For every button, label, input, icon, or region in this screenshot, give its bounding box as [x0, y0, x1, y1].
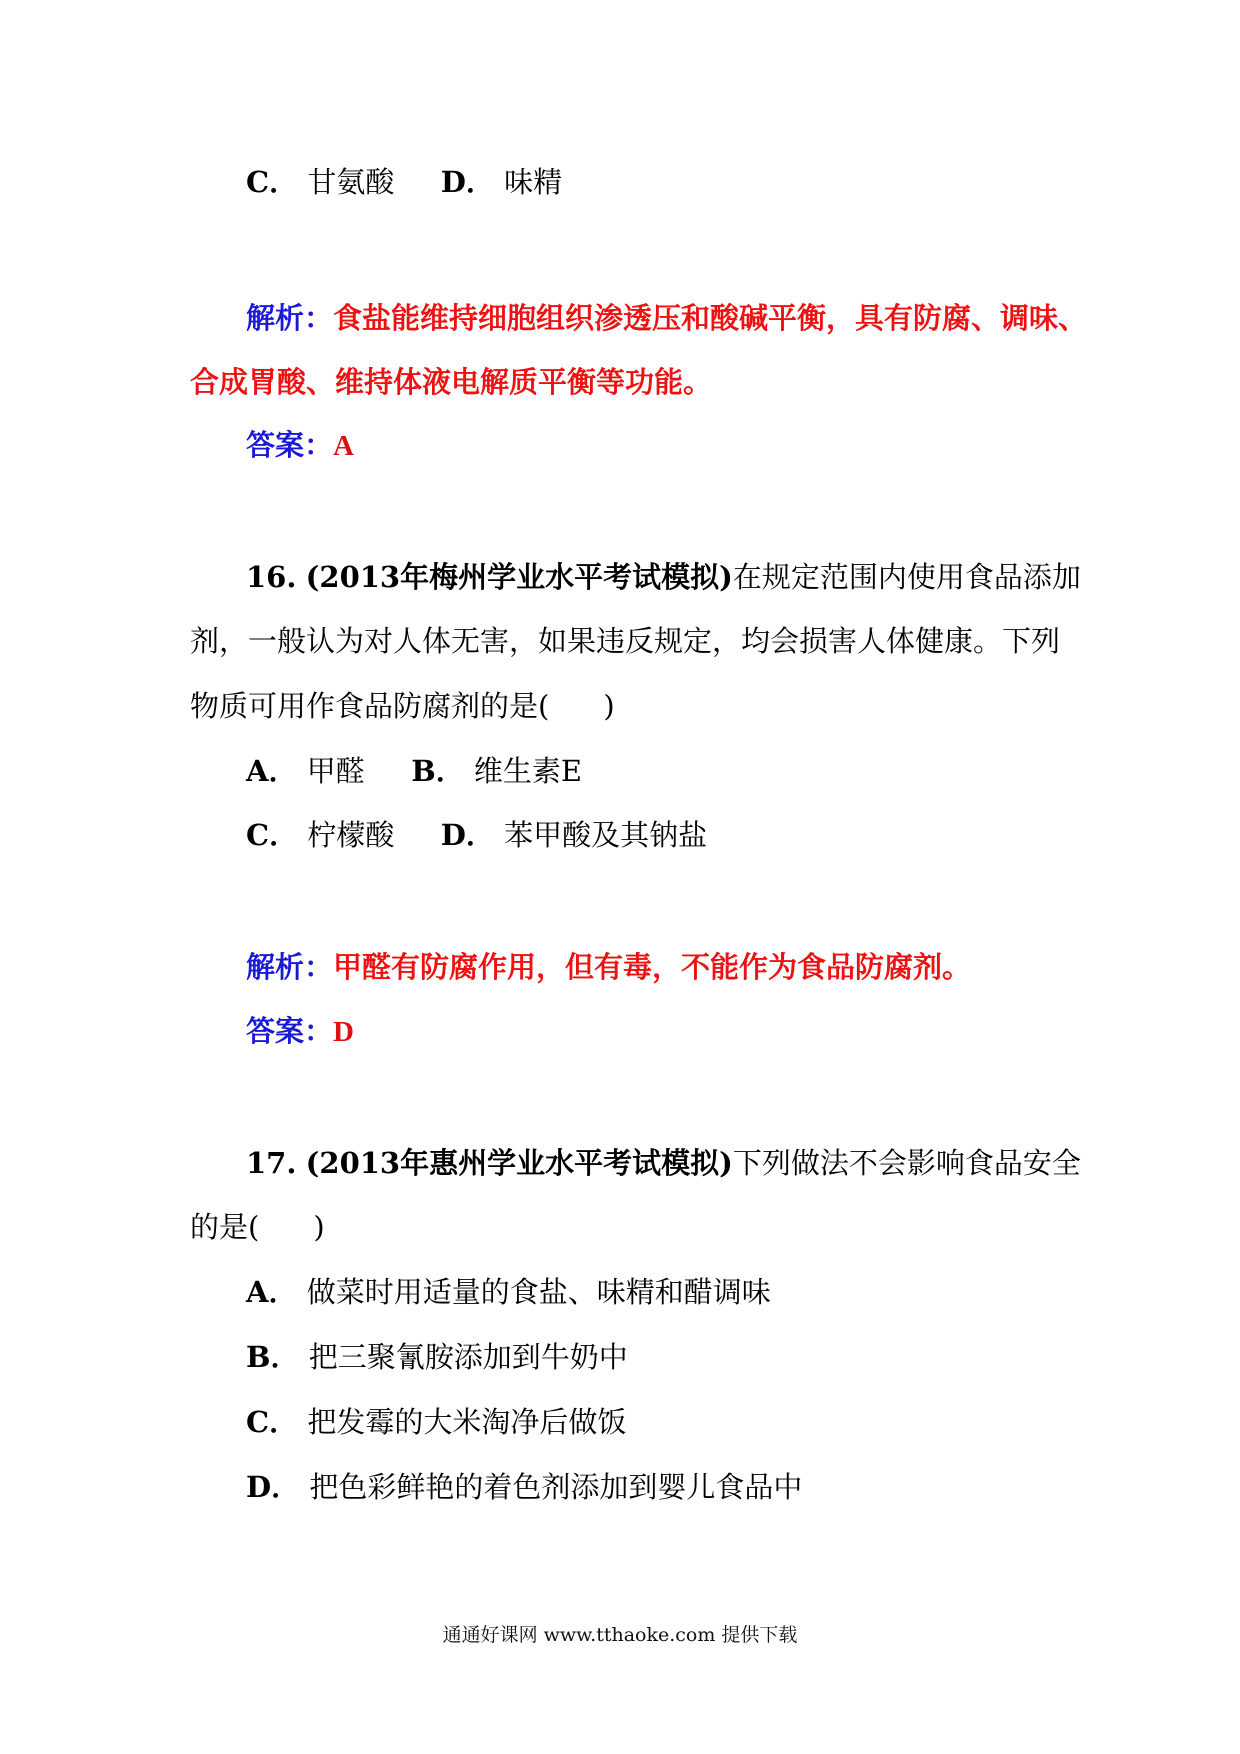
q15-options-cd: [246, 162, 1070, 202]
page-footer: 通通好课网 www.tthaoke.com 提供下载: [442, 1624, 798, 1646]
q16-option-a-label: A．: [246, 754, 298, 788]
q16-analysis-text: 甲醛有防腐作用，但有毒，不能作为食品防腐剂。: [333, 950, 972, 984]
q16-option-a-text: 甲醛: [306, 754, 365, 788]
q16-option-c-label: C．: [246, 818, 299, 852]
q16-stem-line1: [246, 557, 1081, 597]
q15-analysis-text-2: 合成胃酸、维持体液电解质平衡等功能。: [190, 365, 713, 399]
q16-stem-line2: [190, 621, 1070, 661]
q16-stem-line3: [190, 686, 1070, 726]
q17-stem-line2: [190, 1207, 1070, 1247]
q17-option-d-label: D．: [246, 1470, 301, 1504]
q17-stem-text-1: 下列做法不会影响食品安全: [732, 1146, 1081, 1180]
q15-option-c-label: C．: [246, 165, 299, 199]
q16-answer-value: D: [333, 1016, 354, 1048]
q16-analysis: [246, 947, 1070, 987]
q16-analysis-label: 解析：: [246, 950, 334, 984]
q15-option-c-text: 甘氨酸: [307, 165, 395, 199]
q17-option-a-label: A．: [246, 1275, 298, 1309]
q15-answer: [246, 425, 1070, 466]
q16-number: 16.: [246, 560, 297, 594]
q17-option-a: [246, 1272, 1070, 1312]
q16-options-ab: [246, 751, 1070, 791]
q16-option-d-text: 苯甲酸及其钠盐: [504, 818, 708, 852]
q16-option-c-text: 柠檬酸: [307, 818, 395, 852]
q16-option-b-text: 维生素E: [473, 754, 583, 788]
q15-analysis-text-1: 食盐能维持细胞组织渗透压和酸碱平衡，具有防腐、调味、: [333, 301, 1088, 335]
q16-stem-text-3a: 物质可用作食品防腐剂的是(: [190, 689, 550, 723]
q16-options-cd: [246, 815, 1070, 855]
q17-option-c-label: C．: [246, 1405, 299, 1439]
q16-stem-text-1: 在规定范围内使用食品添加: [732, 560, 1081, 594]
q17-source: (2013年惠州学业水平考试模拟): [305, 1146, 733, 1180]
q16-stem-text-3b: ): [603, 689, 615, 723]
q16-answer: [246, 1011, 1070, 1052]
q15-answer-value: A: [333, 430, 354, 462]
q17-stem-text-2b: ): [313, 1210, 325, 1244]
q17-stem-line1: [246, 1143, 1081, 1183]
q17-option-d-text: 把色彩鲜艳的着色剂添加到婴儿食品中: [309, 1470, 803, 1504]
q15-analysis-line2: [190, 362, 1070, 402]
q16-option-d-label: D．: [440, 818, 495, 852]
q17-option-c: [246, 1402, 1070, 1442]
q17-option-d: [246, 1467, 1070, 1507]
q15-option-d-label: D．: [440, 165, 495, 199]
q17-stem-text-2a: 的是(: [190, 1210, 260, 1244]
q17-option-b-text: 把三聚氰胺添加到牛奶中: [308, 1340, 628, 1374]
q15-option-d-text: 味精: [504, 165, 563, 199]
q17-option-c-text: 把发霉的大米淘净后做饭: [307, 1405, 627, 1439]
q17-number: 17.: [246, 1146, 297, 1180]
q16-option-b-label: B．: [411, 754, 465, 788]
q15-answer-label: 答案：: [246, 428, 334, 462]
q16-answer-label: 答案：: [246, 1014, 334, 1048]
q17-option-b-label: B．: [246, 1340, 300, 1374]
q16-stem-text-2: 剂，一般认为对人体无害，如果违反规定，均会损害人体健康。下列: [190, 624, 1061, 658]
q17-option-b: [246, 1337, 1070, 1377]
q15-analysis-label: 解析：: [246, 301, 334, 335]
q15-analysis-line1: [246, 298, 1088, 338]
q17-option-a-text: 做菜时用适量的食盐、味精和醋调味: [306, 1275, 771, 1309]
q16-source: (2013年梅州学业水平考试模拟): [305, 560, 733, 594]
